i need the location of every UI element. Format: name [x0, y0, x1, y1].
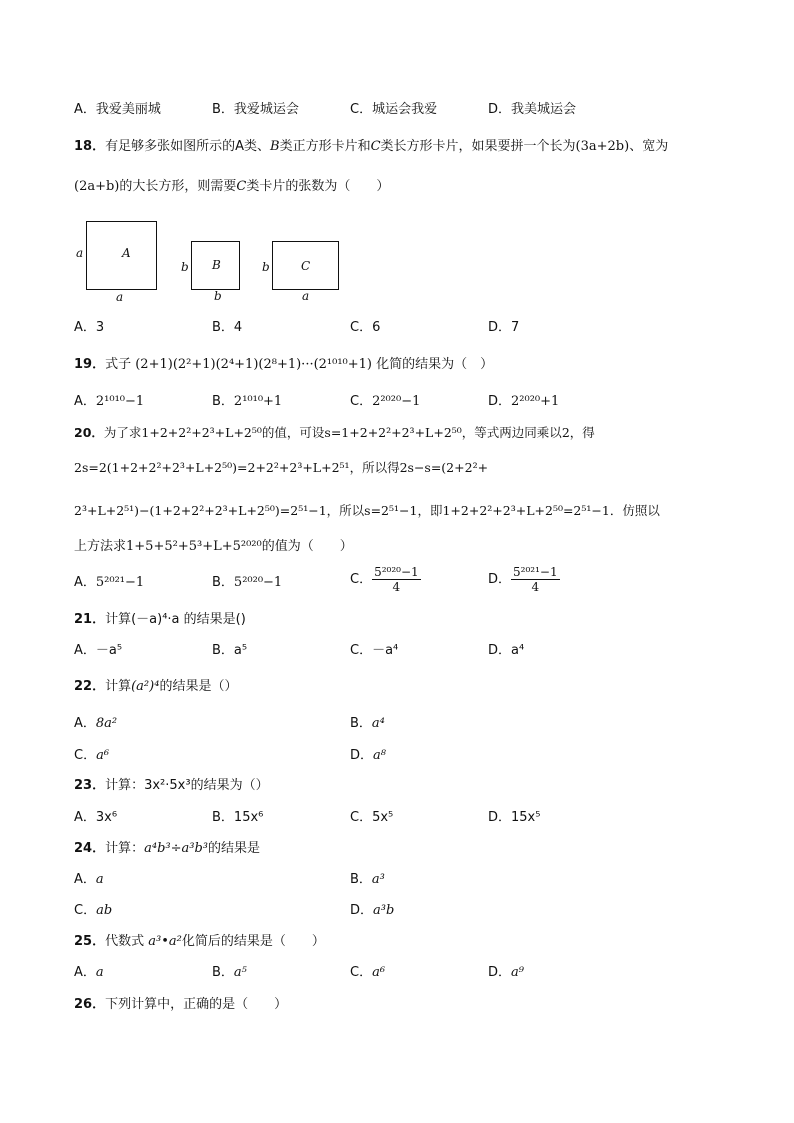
q20-text-4a: 上方法求 — [74, 539, 127, 554]
q22-option-c-expr: a⁶ — [96, 748, 110, 763]
q19-option-c-label: C． — [350, 394, 373, 409]
q22-option-d — [350, 746, 386, 766]
card-b-label: B — [212, 258, 221, 272]
q19-option-c — [350, 392, 420, 412]
q18-text-a: 有足够多张如图所示的A类、 — [105, 139, 270, 154]
q22-post: 的结果是（） — [159, 679, 238, 694]
q18-width-expr: (2a+b) — [74, 179, 120, 194]
q20-2s-expr: 2s=2(1+2+2²+2³+L+2⁵⁰)=2+2²+2³+L+2⁵¹ — [74, 460, 350, 475]
q20-option-a-label: A． — [74, 575, 96, 590]
q24-option-a-expr: a — [95, 872, 104, 887]
q25-option-a-expr: a — [95, 965, 104, 980]
q23-text: 计算：3x²·5x³的结果为（） — [105, 778, 269, 793]
q20-option-c — [350, 565, 421, 594]
q25-option-b-expr: a⁵ — [233, 965, 247, 980]
q19-option-c-expr: 2²⁰²⁰−1 — [372, 394, 421, 409]
q20-text-1a: 为了求 — [103, 425, 142, 440]
q20-text-3d: ，即 — [417, 503, 443, 518]
q25-option-a-label: A． — [74, 965, 96, 980]
q22-option-b-expr: a⁴ — [371, 716, 385, 731]
q24-option-c-expr: ab — [96, 903, 113, 918]
q19-post: 化简的结果为（ ） — [372, 357, 494, 372]
card-c-side-bottom: a — [302, 289, 310, 303]
q19-option-d-label: D． — [488, 394, 512, 409]
q24-option-d — [350, 901, 394, 921]
q17-option-a: A．我爱美丽城 — [74, 102, 161, 117]
q20-option-c-numerator: 5²⁰²⁰−1 — [374, 565, 419, 579]
q22-pre: 计算 — [105, 679, 132, 694]
q18-text-2d: 类卡片的张数为（ ） — [246, 179, 390, 194]
q22-stem — [74, 677, 237, 697]
q25-post: 化简后的结果是（ ） — [181, 934, 325, 949]
q18-text-g: 、宽为 — [629, 139, 669, 154]
q20-s-result: s=2⁵¹−1 — [364, 503, 418, 518]
q24-pre: 计算： — [105, 841, 145, 856]
q24-option-c-label: C． — [74, 903, 97, 918]
q19-option-d — [488, 392, 559, 412]
q20-option-d-fraction — [511, 565, 560, 594]
q26-stem — [74, 995, 287, 1015]
q25-stem — [74, 932, 325, 952]
q24-option-b-label: B． — [350, 872, 372, 887]
q20-option-b-label: B． — [212, 575, 234, 590]
q20-option-c-fraction — [372, 565, 421, 594]
q20-stem-line1 — [74, 423, 595, 443]
q21-option-b: B．a⁵ — [212, 643, 248, 658]
q20-text-1e: ，等式两边同乘以 — [461, 425, 562, 440]
q17-option-b: B．我爱城运会 — [212, 102, 299, 117]
q25-option-c — [350, 963, 385, 983]
card-a-side-left: a — [76, 246, 84, 260]
q20-option-c-label: C． — [350, 572, 373, 587]
q22-option-b-label: B． — [350, 716, 372, 731]
q18-length-expr: (3a+2b) — [575, 139, 630, 154]
q20-text-4c: 的值为（ ） — [261, 539, 353, 554]
q23-option-d: D．15x⁵ — [488, 810, 541, 825]
q23-option-a: A．3x⁶ — [74, 810, 118, 825]
q20-text-2b: ，所以得 — [349, 460, 400, 475]
q24-option-c — [74, 901, 112, 921]
q21-option-d: D．a⁴ — [488, 643, 525, 658]
q18-option-d: D．7 — [488, 320, 520, 335]
q21-option-c: C．－a⁴ — [350, 643, 399, 658]
q23-number: 23． — [74, 778, 106, 793]
q20-text-3f: ．仿照以 — [609, 503, 660, 518]
q20-two: 2 — [561, 425, 570, 440]
q18-text-2b: 的大长方形，则需要 — [119, 179, 237, 194]
q22-option-d-expr: a⁸ — [373, 748, 386, 763]
q20-option-b-expr: 5²⁰²⁰−1 — [233, 575, 283, 590]
q21-text: 计算(－a)⁴·a 的结果是() — [105, 612, 246, 627]
q19-stem — [74, 355, 493, 375]
q20-2s-minus-s: 2s−s=(2+2²+ — [399, 460, 489, 475]
q18-text-e: 类长方形卡片，如果要拼一个长为 — [380, 139, 576, 154]
q25-number: 25． — [74, 934, 106, 949]
q25-option-a — [74, 963, 104, 983]
q21-number: 21． — [74, 612, 106, 627]
card-b-side-bottom: b — [214, 289, 222, 303]
q19-option-b-label: B． — [212, 394, 234, 409]
q19-option-b-expr: 2¹⁰¹⁰+1 — [233, 394, 283, 409]
q24-option-d-expr: a³b — [373, 903, 395, 918]
q22-option-a-label: A． — [74, 716, 96, 731]
q22-option-a-expr: 8a² — [95, 716, 118, 731]
q22-number: 22． — [74, 679, 106, 694]
q17-option-c: C．城运会我爱 — [350, 102, 438, 117]
q26-text: 下列计算中，正确的是（ ） — [105, 997, 288, 1012]
q18-text-b: B — [270, 139, 280, 154]
q25-option-c-expr: a⁶ — [372, 965, 386, 980]
q22-option-c — [74, 746, 109, 766]
q20-s-def: s=1+2+2²+2³+L+2⁵⁰ — [324, 425, 462, 440]
q26-number: 26． — [74, 997, 106, 1012]
q22-option-c-label: C． — [74, 748, 97, 763]
q20-option-c-denominator: 4 — [392, 580, 401, 594]
q23-stem — [74, 776, 269, 796]
q18-text-d: C — [370, 139, 381, 154]
q19-option-a-expr: 2¹⁰¹⁰−1 — [95, 394, 145, 409]
q18-option-b: B．4 — [212, 320, 243, 335]
q20-option-d-numerator: 5²⁰²¹−1 — [513, 565, 558, 579]
q20-option-a-expr: 5²⁰²¹−1 — [95, 575, 145, 590]
q20-stem-line2 — [74, 458, 488, 478]
q19-option-a — [74, 392, 144, 412]
card-c-label: C — [301, 259, 311, 273]
card-a-side-bottom: a — [116, 290, 124, 304]
q18-text-2c: C — [236, 179, 247, 194]
q22-expression: (a²)⁴ — [131, 679, 160, 694]
q19-number: 19． — [74, 357, 106, 372]
card-a-label: A — [122, 246, 131, 260]
q23-option-b: B．15x⁶ — [212, 810, 264, 825]
q22-option-d-label: D． — [350, 748, 374, 763]
q21-stem — [74, 610, 246, 630]
q25-option-c-label: C． — [350, 965, 373, 980]
q24-option-a — [74, 870, 104, 890]
q25-expression: a³•a² — [148, 934, 182, 949]
q20-option-d-denominator: 4 — [531, 580, 540, 594]
q24-option-b-expr: a³ — [371, 872, 385, 887]
q25-option-d-label: D． — [488, 965, 512, 980]
q20-stem-line3 — [74, 501, 660, 521]
q25-option-b-label: B． — [212, 965, 234, 980]
q18-number: 18． — [74, 139, 106, 154]
q20-target-sum: 1+5+5²+5³+L+5²⁰²⁰ — [126, 539, 262, 554]
q20-text-3b: ，所以 — [326, 503, 365, 518]
q24-number: 24． — [74, 841, 106, 856]
q20-option-d-label: D． — [488, 572, 512, 587]
q20-option-d — [488, 565, 560, 594]
q24-option-d-label: D． — [350, 903, 374, 918]
q20-number: 20． — [74, 425, 104, 440]
q20-option-b — [212, 573, 282, 593]
q24-post: 的结果是 — [208, 841, 261, 856]
q20-identity: 1+2+2²+2³+L+2⁵⁰=2⁵¹−1 — [442, 503, 610, 518]
q20-stem-line4 — [74, 537, 353, 557]
card-c-side-left: b — [262, 260, 270, 274]
q24-expression: a⁴b³÷a³b³ — [144, 841, 208, 856]
q20-option-a — [74, 573, 144, 593]
q18-stem-line2 — [74, 177, 389, 197]
q24-option-b — [350, 870, 385, 890]
q21-option-a: A．－a⁵ — [74, 643, 123, 658]
q25-option-d — [488, 963, 524, 983]
q24-option-a-label: A． — [74, 872, 96, 887]
q25-option-d-expr: a⁹ — [511, 965, 524, 980]
q18-stem-line1 — [74, 137, 668, 157]
q20-sum-expr: 1+2+2²+2³+L+2⁵⁰ — [141, 425, 262, 440]
q18-option-a: A．3 — [74, 320, 105, 335]
q19-option-b — [212, 392, 282, 412]
card-b-side-left: b — [181, 260, 189, 274]
q18-text-c: 类正方形卡片和 — [279, 139, 371, 154]
q20-difference-expr: 2³+L+2⁵¹)−(1+2+2²+2³+L+2⁵⁰)=2⁵¹−1 — [74, 503, 327, 518]
q19-expression: (2+1)(2²+1)(2⁴+1)(2⁸+1)···(2¹⁰¹⁰+1) — [135, 357, 373, 372]
q19-pre: 式子 — [105, 357, 136, 372]
q20-text-1g: ，得 — [569, 425, 595, 440]
q22-option-a — [74, 714, 117, 734]
q20-text-1c: 的值，可设 — [261, 425, 325, 440]
q19-option-d-expr: 2²⁰²⁰+1 — [511, 394, 560, 409]
q25-option-b — [212, 963, 247, 983]
q22-option-b — [350, 714, 385, 734]
q19-option-a-label: A． — [74, 394, 96, 409]
q23-option-c: C．5x⁵ — [350, 810, 394, 825]
q18-option-c: C．6 — [350, 320, 381, 335]
q17-option-d: D．我美城运会 — [488, 102, 577, 117]
q24-stem — [74, 839, 260, 859]
q25-pre: 代数式 — [105, 934, 149, 949]
